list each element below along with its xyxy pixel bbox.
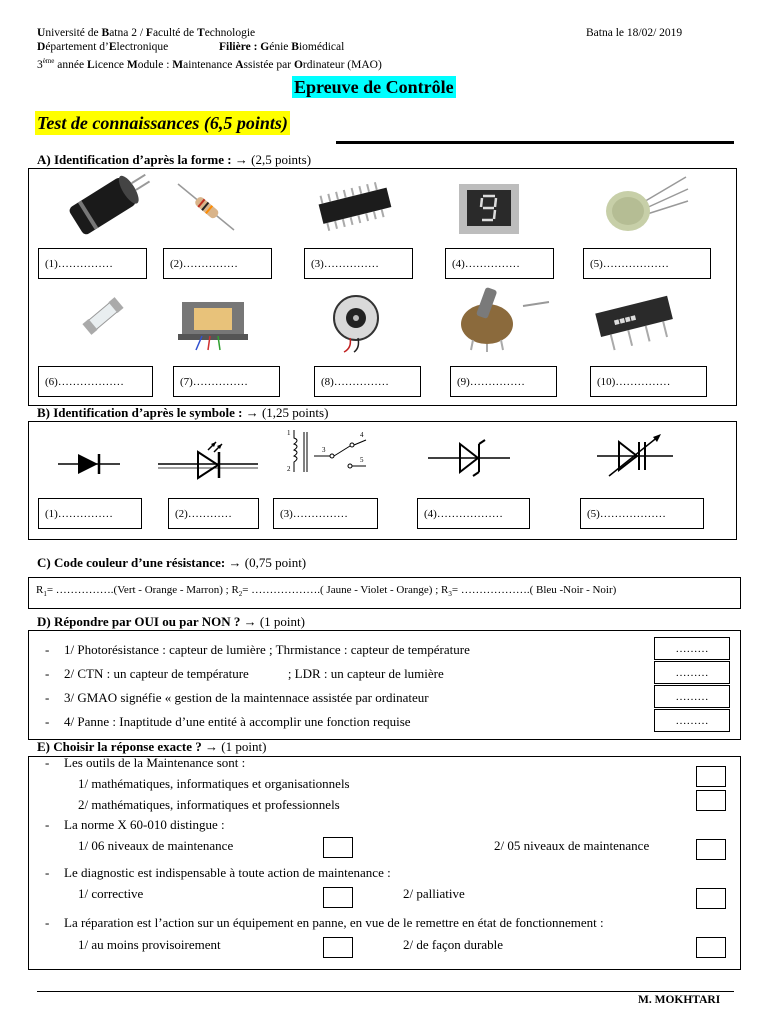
univ-text: aculté de: [152, 27, 198, 39]
q4-option-1: 1/ au moins provisoirement: [78, 937, 221, 952]
zener-diode-symbol-icon: [428, 438, 510, 478]
question-1: Les outils de la Maintenance sont :: [64, 755, 246, 770]
relay-symbol-icon: [284, 426, 374, 476]
question-4: La réparation est l’action sur un équipement en panne, en vue de le remettre en état de fonctionnement :: [64, 915, 604, 930]
footer-rule: [37, 991, 734, 992]
q1-option-1-checkbox[interactable]: [696, 766, 726, 787]
dept-initial: D: [37, 41, 46, 53]
year-number: 3: [37, 58, 43, 71]
relay-pin-5: 5: [360, 456, 364, 464]
r1-letter: R: [36, 584, 44, 596]
metal-can-transistor-icon: [602, 175, 690, 237]
section-e-title: [37, 739, 266, 755]
r2-sub: 2: [238, 590, 243, 599]
section-b-label: B) Identification d’après le symbole :: [37, 405, 243, 420]
line3-initial: O: [293, 58, 303, 71]
section-c-label: C) Code couleur d’une résistance:: [37, 555, 226, 570]
q3-option-2-checkbox[interactable]: [696, 888, 726, 909]
line3-text: aintenance: [183, 58, 236, 71]
diode-symbol-icon: [58, 450, 122, 478]
resistor-icon: [176, 182, 236, 232]
answer-box-a8[interactable]: (8)……………: [314, 366, 421, 397]
univ-initial: U: [37, 27, 46, 39]
bullet: -: [45, 865, 50, 880]
univ-text: echnologie: [204, 27, 256, 39]
line3-initial: L: [87, 58, 95, 71]
transformer-icon: [176, 292, 250, 352]
relay-pin-1: 1: [287, 429, 291, 437]
univ-initial: B: [101, 27, 110, 39]
bullet: -: [45, 714, 50, 729]
answer-box-d4[interactable]: ………: [654, 709, 730, 732]
r2-text: = ……………….( Jaune - Violet - Orange) ;: [242, 584, 442, 596]
univ-initial: T: [197, 27, 205, 39]
q2-option-2-checkbox[interactable]: [696, 839, 726, 860]
section-a-title: [37, 152, 311, 168]
electrolytic-capacitor-icon: [58, 172, 148, 242]
q2-option-1-checkbox[interactable]: [323, 837, 353, 858]
r3-sub: 3: [448, 590, 452, 599]
answer-box-b1[interactable]: (1)……………: [38, 498, 142, 529]
q1-option-2-checkbox[interactable]: [696, 790, 726, 811]
relay-pin-2: 2: [287, 465, 291, 473]
question-3: Le diagnostic est indispensable à toute action de maintenance :: [64, 865, 391, 880]
bullet: -: [45, 666, 50, 681]
test-title: Test de connaissances (6,5 points): [37, 113, 288, 133]
univ-initial: F: [145, 27, 153, 39]
author: M. MOKHTARI: [638, 994, 721, 1006]
bullet: -: [45, 755, 50, 770]
r3-letter: R: [441, 584, 449, 596]
potentiometer-icon: [455, 282, 551, 352]
filiere-initial: B: [291, 41, 299, 53]
q3-option-1-checkbox[interactable]: [323, 887, 353, 908]
q4-option-1-checkbox[interactable]: [323, 937, 353, 958]
statement-4: 4/ Panne : Inaptitude d’une entité à accomplir une fonction requise: [64, 714, 411, 729]
statement-2: 2/ CTN : un capteur de température ; LDR : un capteur de lumière: [64, 666, 444, 681]
section-d-label: D) Répondre par OUI ou par NON ?: [37, 614, 241, 629]
svg-text:■■■■: ■■■■: [613, 314, 637, 327]
fuse-icon: [80, 292, 126, 340]
line3-initial: M: [126, 58, 138, 71]
section-c-title: [37, 555, 306, 571]
section-a-label: A) Identification d’après la forme :: [37, 152, 232, 167]
line3-initial: M: [172, 58, 184, 71]
univ-text: niversité de: [45, 27, 102, 39]
line3-initial: A: [235, 58, 244, 71]
answer-box-b2[interactable]: (2)…………: [168, 498, 259, 529]
q3-option-2: 2/ palliative: [403, 886, 465, 901]
dept-text: épartement d’: [45, 41, 109, 53]
varicap-diode-symbol-icon: [597, 430, 675, 480]
answer-box-a1[interactable]: (1)……………: [38, 248, 147, 279]
statement-3: 3/ GMAO signéfie « gestion de la maintennace assistée par ordinateur: [64, 690, 429, 705]
answer-box-b3[interactable]: (3)……………: [273, 498, 378, 529]
dept-text: lectronique: [116, 41, 169, 53]
q1-option-2: 2/ mathématiques, informatiques et professionnels: [78, 797, 340, 812]
r1-text: = …………….(Vert - Orange - Marron) ;: [46, 584, 232, 596]
univ-text: atna 2 /: [109, 27, 146, 39]
bullet: -: [45, 642, 50, 657]
dip-integrated-circuit-icon: [314, 178, 394, 234]
filiere-line: [219, 41, 344, 54]
year-suffix: ème: [42, 57, 55, 65]
section-a-points: → (2,5 points): [234, 152, 312, 167]
q4-option-2: 2/ de façon durable: [403, 937, 503, 952]
dept-initial: E: [108, 41, 117, 53]
bridge-rectifier-icon: [594, 292, 678, 352]
date: Batna le 18/02/ 2019: [586, 27, 683, 39]
relay-pin-3: 3: [322, 446, 326, 454]
q4-option-2-checkbox[interactable]: [696, 937, 726, 958]
line3-text: icence: [94, 58, 127, 71]
q2-option-1: 1/ 06 niveaux de maintenance: [78, 838, 234, 853]
r1-sub: 1: [43, 590, 47, 599]
section-b-title: [37, 405, 328, 421]
answer-box-a9[interactable]: (9)……………: [450, 366, 557, 397]
line3-text: odule :: [137, 58, 173, 71]
q2-option-2: 2/ 05 niveaux de maintenance: [494, 838, 650, 853]
question-2: La norme X 60-010 distingue :: [64, 817, 225, 832]
section-e-points: → (1 point): [205, 739, 267, 754]
r2-letter: R: [231, 584, 239, 596]
filiere-initial: G: [260, 41, 270, 53]
answer-box-a10[interactable]: (10)……………: [590, 366, 707, 397]
answer-box-a7[interactable]: (7)……………: [173, 366, 280, 397]
title-rule: [336, 141, 734, 144]
answer-box-d1[interactable]: ………: [654, 637, 730, 660]
line3-text: ssistée par: [243, 58, 294, 71]
answer-box-d3[interactable]: ………: [654, 685, 730, 708]
answer-box-a6[interactable]: (6)………………: [38, 366, 153, 397]
answer-box-b4[interactable]: (4)………………: [417, 498, 530, 529]
page-title: Epreuve de Contrôle: [294, 77, 454, 97]
filiere-text: énie: [269, 41, 292, 53]
filiere-text: iomédical: [298, 41, 345, 53]
line3-text: rdinateur (MAO): [302, 58, 382, 71]
q1-option-1: 1/ mathématiques, informatiques et organisationnels: [78, 776, 350, 791]
section-d-points: → (1 point): [243, 614, 305, 629]
year-module-line: [37, 55, 382, 72]
led-symbol-icon: [158, 440, 258, 484]
relay-pin-4: 4: [360, 431, 364, 439]
bullet: -: [45, 915, 50, 930]
q3-option-1: 1/ corrective: [78, 886, 144, 901]
seven-segment-display-icon: [457, 182, 523, 240]
filiere-label: Filière :: [219, 41, 258, 53]
answer-box-a4[interactable]: (4)……………: [445, 248, 554, 279]
bullet: -: [45, 690, 50, 705]
statement-1: 1/ Photorésistance : capteur de lumière ; Thrmistance : capteur de température: [64, 642, 470, 657]
answer-box-a2[interactable]: (2)……………: [163, 248, 272, 279]
university-line: [37, 27, 255, 40]
section-d-title: [37, 614, 305, 630]
section-b-points: → (1,25 points): [245, 405, 329, 420]
resistor-color-codes[interactable]: [36, 584, 616, 598]
answer-box-b5[interactable]: (5)………………: [580, 498, 704, 529]
bullet: -: [45, 817, 50, 832]
answer-box-d2[interactable]: ………: [654, 661, 730, 684]
line3-text: année: [54, 58, 87, 71]
answer-box-a5[interactable]: (5)………………: [583, 248, 711, 279]
dc-motor-icon: [330, 292, 382, 354]
department-line: [37, 41, 168, 54]
section-c-points: → (0,75 point): [228, 555, 307, 570]
answer-box-a3[interactable]: (3)……………: [304, 248, 413, 279]
r3-text: = ……………….( Bleu -Noir - Noir): [451, 584, 617, 596]
section-e-label: E) Choisir la réponse exacte ?: [37, 739, 202, 754]
